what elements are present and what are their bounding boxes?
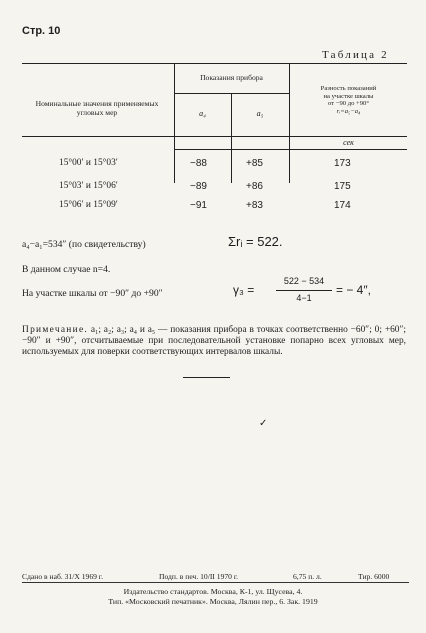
section-divider — [183, 377, 230, 378]
sum-formula: Σrᵢ = 522. — [228, 234, 283, 249]
stray-mark: ✓ — [259, 418, 268, 429]
row-2-diff: 175 — [334, 181, 351, 192]
row-2-a5: +86 — [246, 181, 263, 192]
imprint-sent: Сдано в наб. 31/X 1969 г. — [22, 572, 103, 581]
gamma-result: = − 4″, — [336, 283, 371, 297]
note-text: a₁; a₂; a₃; a₄ и a₅ — показания прибора в точках соответственно −60″; 0; +60″; −90″ и +90″, отсчитываемые при последовательной установке попарно всех угловых мер, используемых для поверки соответствующих интервалов шкалы. — [22, 325, 406, 357]
table-unit-rule — [174, 149, 407, 150]
imprint-publisher: Издательство стандартов. Москва, К-1, ул. Щусева, 4. — [123, 587, 303, 596]
header-diff-line2: на участке шкалы — [323, 92, 374, 100]
row-3-a5: +83 — [246, 200, 263, 211]
table-title: Таблица 2 — [322, 49, 389, 61]
row-1-a4: −88 — [190, 158, 207, 169]
certificate-line: a₄−a₁=534″ (по свидетельству) — [22, 239, 146, 250]
note-label: Примечание. — [22, 325, 89, 335]
page-number: Стр. 10 — [22, 25, 61, 37]
table-top-rule — [22, 63, 407, 64]
header-diff-line1: Разность показаний — [320, 85, 377, 92]
gamma-symbol: γ₃ = — [233, 283, 255, 297]
row-1-nominal: 15°00′ и 15°03′ — [59, 158, 118, 168]
row-2-nominal: 15°03′ и 15°06′ — [59, 181, 118, 191]
header-nominal: Номинальные значения применяемых угловых мер — [35, 99, 159, 117]
row-2-a4: −89 — [190, 181, 207, 192]
imprint-sheets: 6,75 п. л. — [293, 572, 322, 581]
header-diff-line3: от −90 до +90° — [328, 100, 369, 108]
unit-label: сек — [343, 138, 354, 147]
measurement-table — [22, 63, 407, 183]
gamma-denominator: 4−1 — [296, 293, 312, 303]
header-a4: a₄ — [199, 109, 206, 118]
row-3-a4: −91 — [190, 200, 207, 211]
gamma-fraction-bar — [276, 290, 332, 291]
row-1-a5: +85 — [246, 158, 263, 169]
header-difference — [290, 85, 407, 115]
scale-range-line: На участке шкалы от −90″ до +90″ — [22, 288, 163, 299]
note-paragraph — [22, 325, 406, 358]
imprint-copies: Тир. 6000 — [358, 572, 390, 581]
gamma-numerator: 522 − 534 — [283, 276, 325, 286]
row-3-nominal: 15°06′ и 15°09′ — [59, 200, 118, 210]
footer-rule — [22, 582, 409, 583]
header-diff-formula: rᵢ=a₅−a₄ — [336, 107, 361, 115]
imprint-printer: Тип. «Московский печатник». Москва, Лялин пер., 6. Зак. 1919 — [108, 597, 318, 606]
header-a5: a₅ — [256, 109, 264, 118]
table-col-divider-3 — [289, 63, 290, 183]
table-header-rule — [22, 136, 407, 137]
row-1-diff: 173 — [334, 158, 351, 169]
table-col-divider-2 — [231, 93, 232, 183]
row-3-diff: 174 — [334, 200, 351, 211]
header-readings: Показания прибора — [200, 73, 263, 82]
imprint-signed: Подп. в печ. 10/II 1970 г. — [159, 572, 239, 581]
case-line: В данном случае n=4. — [22, 264, 111, 275]
